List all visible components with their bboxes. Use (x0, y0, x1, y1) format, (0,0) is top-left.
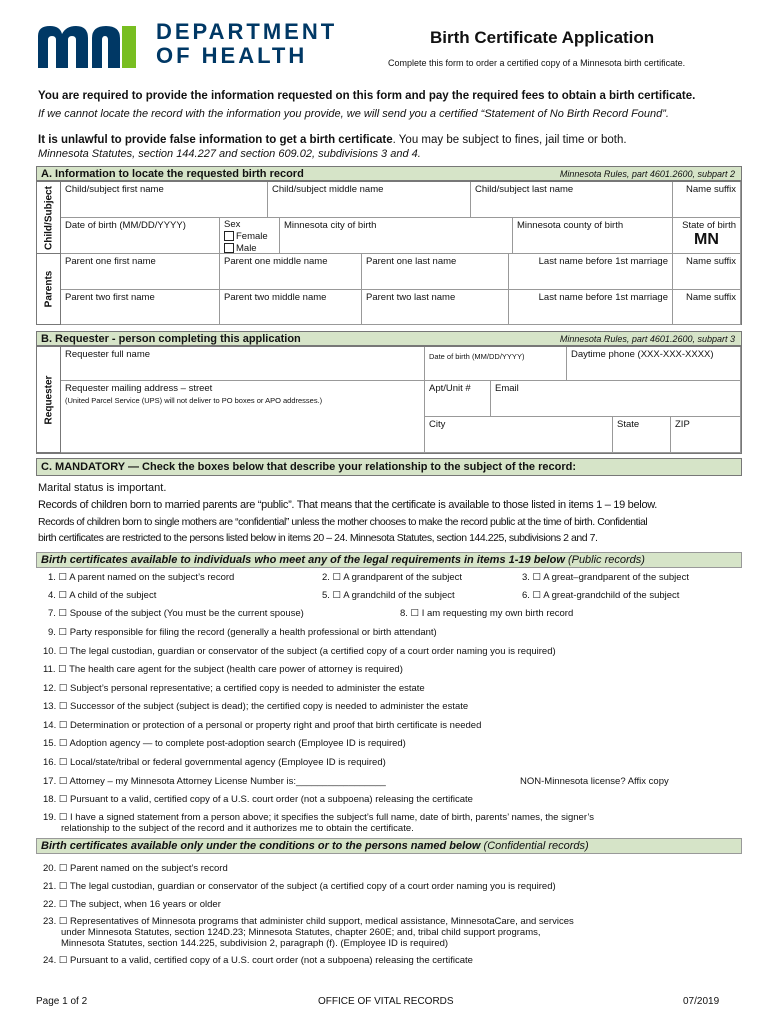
item-18[interactable]: 18. ☐ Pursuant to a valid, certified copy of a U.S. court order (not a subpoena) releasing the certificate (43, 794, 473, 805)
parent1-middle-field[interactable]: Parent one middle name (220, 254, 362, 290)
city-of-birth-field[interactable]: Minnesota city of birth (280, 218, 513, 254)
item-23[interactable]: 23. ☐ Representatives of Minnesota programs that administer child support, medical assistance, MinnesotaCare, and services (43, 916, 574, 927)
requester-phone-field[interactable]: Daytime phone (XXX-XXX-XXXX) (567, 347, 741, 381)
item-8[interactable]: 8. ☐ I am requesting my own birth record (400, 608, 574, 619)
item-23-cont-1: under Minnesota Statutes, section 124D.23; Minnesota Statutes, chapter 260E; and, tribal child support programs, (61, 927, 541, 938)
item-17[interactable]: 17. ☐ Attorney – my Minnesota Attorney License Number is:_________________ (43, 776, 386, 787)
parent2-middle-field[interactable]: Parent two middle name (220, 290, 362, 325)
parent2-maiden-field[interactable]: Last name before 1st marriage (509, 290, 673, 325)
zip-field[interactable]: ZIP (671, 417, 741, 453)
email-field[interactable]: Email (491, 381, 741, 417)
parent1-maiden-field[interactable]: Last name before 1st marriage (509, 254, 673, 290)
confidential-note-2: birth certificates are restricted to the persons listed below in items 20 – 24. Minnesota Statutes, section 144.225, subdivisions 2 and 7. (38, 532, 598, 544)
item-12[interactable]: 12. ☐ Subject’s personal representative; a certified copy is needed to administer the estate (43, 683, 425, 694)
female-checkbox[interactable] (224, 231, 234, 241)
section-a-header: A. Information to locate the requested birth record Minnesota Rules, part 4601.2600, subpart 2 (36, 166, 742, 181)
side-label-child: Child/Subject (37, 182, 61, 254)
form-title: Birth Certificate Application (430, 28, 655, 47)
sex-label: Sex (224, 219, 241, 230)
state-field[interactable]: State (613, 417, 671, 453)
item-23-cont-2: Minnesota Statutes, section 144.225, subdivision 2, paragraph (f). (Employee ID is required) (61, 938, 449, 949)
item-9[interactable]: 9. ☐ Party responsible for filing the record (generally a health professional or birth attendant) (48, 627, 437, 638)
child-dob-field[interactable]: Date of birth (MM/DD/YYYY) (61, 218, 220, 254)
public-note: Records of children born to married parents are “public”. That means that the certificate is available to those listed in items 1 – 19 below. (38, 499, 658, 511)
parent1-first-field[interactable]: Parent one first name (61, 254, 220, 290)
item-13[interactable]: 13. ☐ Successor of the subject (subject is dead); the certified copy is needed to administer the estate (43, 701, 469, 712)
intro-unlawful: It is unlawful to provide false information to get a birth certificate. You may be subject to fines, jail time or both. (38, 134, 627, 146)
requester-dob-field[interactable]: Date of birth (MM/DD/YYYY) (425, 347, 567, 381)
item-3[interactable]: 3. ☐ A great–grandparent of the subject (522, 572, 689, 583)
child-last-name-field[interactable]: Child/subject last name (471, 182, 673, 218)
parent1-suffix-field[interactable]: Name suffix (673, 254, 741, 290)
page-number: Page 1 of 2 (36, 996, 88, 1007)
county-of-birth-field[interactable]: Minnesota county of birth (513, 218, 673, 254)
state-of-birth-value: MN (694, 231, 719, 248)
form-subtitle: Complete this form to order a certified copy of a Minnesota birth certificate. (388, 58, 686, 68)
section-a-grid (36, 181, 742, 325)
mdh-logo (36, 20, 336, 72)
mn-logo-icon (36, 22, 140, 70)
requester-street-field[interactable]: Requester mailing address – street (United Parcel Service (UPS) will not deliver to PO boxes or APO addresses.) (61, 381, 425, 453)
parent2-suffix-field[interactable]: Name suffix (673, 290, 741, 325)
item-15[interactable]: 15. ☐ Adoption agency — to complete post-adoption search (Employee ID is required) (43, 738, 406, 749)
item-7[interactable]: 7. ☐ Spouse of the subject (You must be the current spouse) (48, 608, 304, 619)
item-1[interactable]: 1. ☐ A parent named on the subject’s record (48, 572, 235, 583)
office-name: OFFICE OF VITAL RECORDS (318, 996, 454, 1007)
item-6[interactable]: 6. ☐ A great-grandchild of the subject (522, 590, 680, 601)
sex-group (220, 218, 280, 254)
marital-note: Marital status is important. (38, 482, 167, 494)
item-22[interactable]: 22. ☐ The subject, when 16 years or older (43, 899, 221, 910)
public-records-header: Birth certificates available to individuals who meet any of the legal requirements in items 1-19 below (Public records) (36, 552, 742, 568)
intro-required: You are required to provide the information requested on this form and pay the required fees to obtain a birth certificate. (38, 90, 696, 102)
logo-line-1: DEPARTMENT (156, 19, 338, 44)
ups-note: (United Parcel Service (UPS) will not deliver to PO boxes or APO addresses.) (65, 396, 323, 405)
side-label-parents: Parents (37, 254, 61, 325)
child-suffix-field[interactable]: Name suffix (673, 182, 741, 218)
item-19-cont: relationship to the subject of the record and it authorizes me to obtain the certificate. (61, 823, 414, 834)
parent2-last-field[interactable]: Parent two last name (362, 290, 509, 325)
item-20[interactable]: 20. ☐ Parent named on the subject’s record (43, 863, 228, 874)
child-first-name-field[interactable]: Child/subject first name (61, 182, 268, 218)
section-c-header: C. MANDATORY — Check the boxes below that describe your relationship to the subject of the record: (36, 458, 742, 476)
requester-name-field[interactable]: Requester full name (61, 347, 425, 381)
intro-no-record: If we cannot locate the record with the information you provide, we will send you a certified “Statement of No Birth Record Found”. (38, 108, 669, 120)
item-11[interactable]: 11. ☐ The health care agent for the subject (health care power of attorney is required) (43, 664, 403, 675)
intro-statutes: Minnesota Statutes, section 144.227 and section 609.02, subdivisions 3 and 4. (38, 148, 421, 160)
form-date: 07/2019 (683, 996, 720, 1007)
item-24[interactable]: 24. ☐ Pursuant to a valid, certified copy of a U.S. court order (not a subpoena) releasing the certificate (43, 955, 473, 966)
item-16[interactable]: 16. ☐ Local/state/tribal or federal governmental agency (Employee ID is required) (43, 757, 386, 768)
item-2[interactable]: 2. ☐ A grandparent of the subject (322, 572, 463, 583)
city-field[interactable]: City (425, 417, 613, 453)
male-option[interactable]: Male (224, 243, 275, 255)
side-label-requester: Requester (37, 347, 61, 453)
item-5[interactable]: 5. ☐ A grandchild of the subject (322, 590, 455, 601)
section-b-header: B. Requester - person completing this application Minnesota Rules, part 4601.2600, subpart 3 (36, 331, 742, 346)
parent2-first-field[interactable]: Parent two first name (61, 290, 220, 325)
item-10[interactable]: 10. ☐ The legal custodian, guardian or conservator of the subject (a certified copy of a court order naming you is required) (43, 646, 556, 657)
confidential-records-header: Birth certificates available only under the conditions or to the persons named below (Confidential records) (36, 838, 742, 854)
item-14[interactable]: 14. ☐ Determination or protection of a personal or property right and proof that birth certificate is needed (43, 720, 482, 731)
apt-field[interactable]: Apt/Unit # (425, 381, 491, 417)
male-checkbox[interactable] (224, 243, 234, 253)
child-middle-name-field[interactable]: Child/subject middle name (268, 182, 471, 218)
logo-line-2: OF HEALTH (156, 43, 308, 68)
item-4[interactable]: 4. ☐ A child of the subject (48, 590, 157, 601)
confidential-note-1: Records of children born to single mothers are “confidential” unless the mother chooses to make the record public at the time of birth. Confidential (38, 516, 648, 528)
female-option[interactable]: Female (224, 231, 275, 243)
non-mn-license-note: NON-Minnesota license? Affix copy (520, 776, 669, 787)
item-19[interactable]: 19. ☐ I have a signed statement from a person above; it specifies the subject’s full name, date of birth, parents’ names, the signer’s (43, 812, 595, 823)
state-of-birth-field: State of birth MN (673, 218, 741, 254)
section-b-grid (36, 346, 742, 454)
item-21[interactable]: 21. ☐ The legal custodian, guardian or conservator of the subject (a certified copy of a court order naming you is required) (43, 881, 556, 892)
parent1-last-field[interactable]: Parent one last name (362, 254, 509, 290)
